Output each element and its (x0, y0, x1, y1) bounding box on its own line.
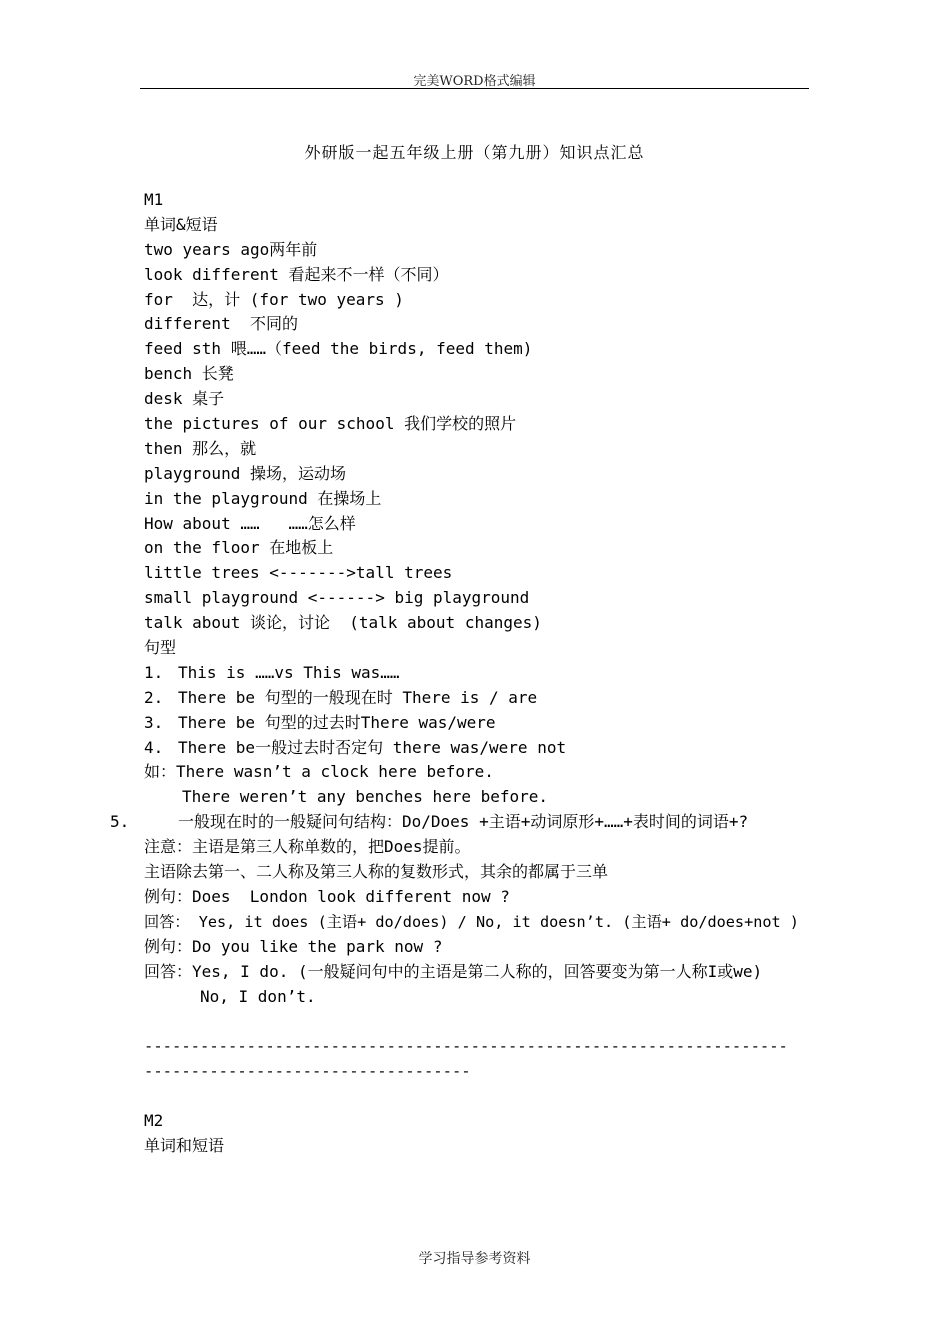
vocab-heading: 单词&短语 (144, 214, 218, 234)
pattern-item (110, 810, 812, 835)
note-line: 注意：主语是第三人称单数的，把Does提前。 (144, 837, 471, 857)
document-body (110, 188, 812, 1159)
document-title: 外研版一起五年级上册（第九册）知识点汇总 (304, 143, 645, 162)
separator-line: --------------------------------------------------------------------- (144, 1037, 788, 1056)
spacer (144, 1084, 812, 1109)
pattern-heading: 句型 (144, 638, 177, 658)
vocab-heading: 单词和短语 (144, 1135, 225, 1155)
vocab-item: look different 看起来不一样（不同） (144, 264, 449, 284)
vocab-item: two years ago两年前 (144, 239, 318, 259)
vocab-item: for 达，计 (for two years ) (144, 289, 404, 309)
example-sentence: There wasn’t a clock here before. (176, 762, 494, 782)
vocab-item: talk about 谈论，讨论 (talk about changes) (144, 613, 542, 633)
spacer (144, 1009, 812, 1034)
vocab-item: feed sth 喂……（feed the birds, feed them) (144, 339, 533, 359)
pattern-number: 5. (110, 812, 130, 832)
pattern-text: There be一般过去时否定句 there was/were not (178, 737, 567, 757)
example-line (144, 760, 812, 785)
vocab-item: the pictures of our school 我们学校的照片 (144, 414, 517, 434)
header-rule (140, 88, 809, 89)
vocab-item: desk 桌子 (144, 389, 225, 409)
example-prefix: 如： (144, 762, 177, 782)
pattern-text: There be 句型的过去时There was/were (178, 712, 496, 732)
pattern-text: There be 句型的一般现在时 There is / are (178, 687, 538, 707)
vocab-item: little trees <------->tall trees (144, 563, 453, 583)
pattern-number: 1. (144, 662, 164, 682)
vocab-item: then 那么，就 (144, 438, 257, 458)
vocab-item: small playground <------> big playground (144, 588, 530, 608)
vocab-item: How about …… ……怎么样 (144, 513, 356, 533)
pattern-text: This is ……vs This was…… (178, 662, 400, 682)
example-answer: 回答：Yes, I do. (一般疑问句中的主语是第二人称的，回答要变为第一人称I或we) (144, 961, 763, 981)
example-answer: 回答： Yes, it does (主语+ do/does) / No, it doesn’t. (主语+ do/does+not ) (144, 912, 799, 931)
pattern-number: 2. (144, 687, 164, 707)
vocab-item: in the playground 在操场上 (144, 488, 382, 508)
pattern-item (144, 711, 812, 736)
section-heading-m2: M2 (144, 1110, 164, 1130)
example-sentence: There weren’t any benches here before. (182, 787, 549, 807)
vocab-list (144, 238, 812, 636)
example-question: 例句：Does London look different now ? (144, 886, 510, 906)
pattern-item (144, 736, 812, 761)
pattern-text: 一般现在时的一般疑问句结构：Do/Does +主语+动词原形+……+表时间的词语+? (178, 812, 749, 832)
note-line: 主语除去第一、二人称及第三人称的复数形式，其余的都属于三单 (144, 862, 609, 882)
pattern-number: 4. (144, 737, 164, 757)
pattern-number: 3. (144, 712, 164, 732)
example-question: 例句：Do you like the park now ? (144, 936, 443, 956)
pattern-item (144, 661, 812, 686)
vocab-item: playground 操场，运动场 (144, 463, 346, 483)
example-answer: No, I don’t. (200, 986, 316, 1006)
pattern-item (144, 686, 812, 711)
vocab-item: different 不同的 (144, 314, 298, 334)
pattern-list (144, 661, 812, 761)
page-footer: 学习指导参考资料 (418, 1251, 531, 1267)
separator-line: ----------------------------------- (144, 1062, 471, 1081)
vocab-item: on the floor 在地板上 (144, 538, 334, 558)
section-heading-m1: M1 (144, 190, 164, 209)
page-header: 完美WORD格式编辑 (413, 74, 536, 89)
vocab-item: bench 长凳 (144, 364, 234, 384)
